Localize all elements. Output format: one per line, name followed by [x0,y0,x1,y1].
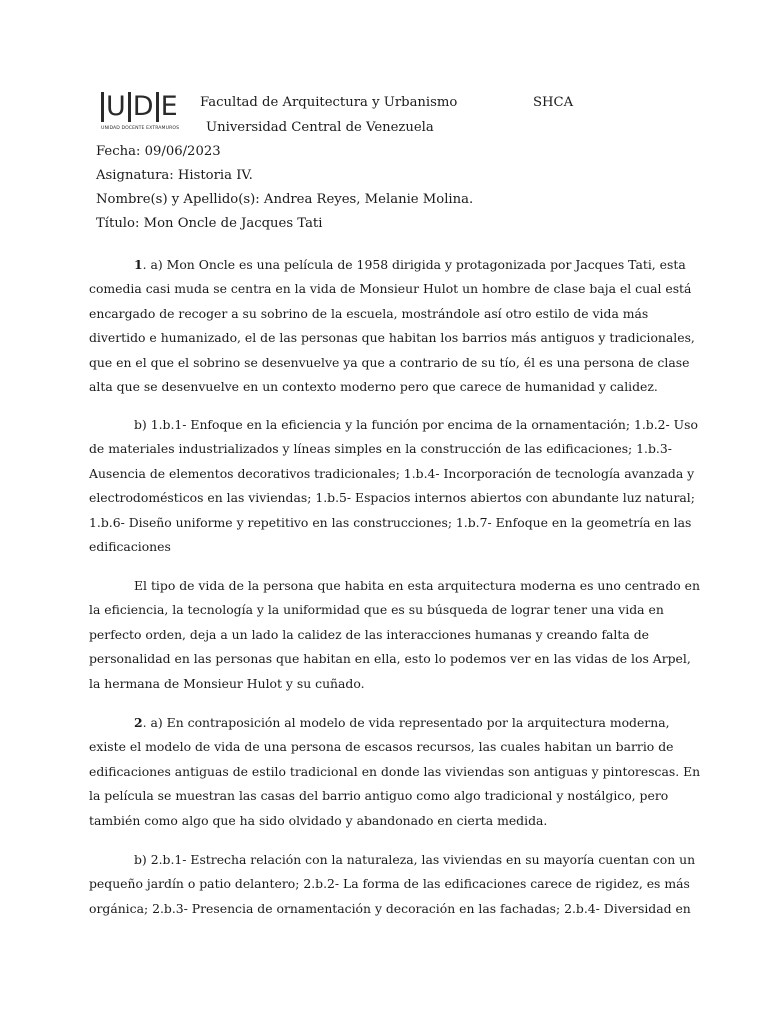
paragraph-line [89,253,686,277]
logo-letter-e: E [160,91,178,122]
paragraph-line: El tipo de vida de la persona que habita en esta arquitectura moderna es uno centrado en [134,578,700,593]
paragraph-line: edificaciones antiguas de estilo tradicional en donde las viviendas son antiguas y pintorescas. En [89,763,701,779]
paragraph-line: personalidad en las personas que habitan en ella, esto lo podemos ver en las vidas de los Arpel, [89,651,691,667]
paragraph-2 [89,413,698,559]
paragraph-line: perfecto orden, deja a un lado la calidez de las interacciones humanas y creando falta de [89,626,649,642]
paragraph-5 [89,848,696,921]
date-line: Fecha: 09/06/2023 [96,144,221,159]
title-line: Título: Mon Oncle de Jacques Tati [96,216,323,231]
paragraph-line: que en el que el sobrino se desenvuelve ya que a contrario de su tío, él es una persona de clase [89,354,690,370]
logo-letter-u: U [106,91,126,122]
line-text: . a) Mon Oncle es una película de 1958 dirigida y protagonizada por Jacques Tati, esta [142,257,686,272]
paragraph-4 [89,711,701,833]
item-number: 2 [134,715,143,730]
paragraph-line: la película se muestran las casas del barrio antiguo como algo tradicional y nostálgico, pero [89,788,669,804]
authors-line: Nombre(s) y Apellido(s): Andrea Reyes, Melanie Molina. [96,192,474,207]
paragraph-line: existe el modelo de vida de una persona de escasos recursos, las cuales habitan un barrio de [89,739,674,755]
university-name: Universidad Central de Venezuela [206,120,434,135]
paragraph-3 [89,574,700,696]
paragraph-line: la eficiencia, la tecnología y la uniformidad que es su búsqueda de lograr tener una vida en [89,602,664,618]
paragraph-line: pequeño jardín o patio delantero; 2.b.2- La forma de las edificaciones carece de rigidez, es más [89,876,690,892]
paragraph-line: electrodomésticos en las viviendas; 1.b.5- Espacios internos abiertos con abundante luz natural; [89,490,695,506]
faculty-name: Facultad de Arquitectura y Urbanismo [200,95,458,110]
paragraph-line: alta que se desenvuelve en un contexto moderno pero que carece de humanidad y calidez. [89,378,658,394]
logo-subtitle: UNIDAD DOCENTE EXTRAMUROS [101,126,180,131]
logo-letter-d: D [132,91,154,122]
paragraph-line: b) 2.b.1- Estrecha relación con la naturaleza, las viviendas en su mayoría cuentan con un [134,852,696,867]
paragraph-1 [89,253,695,399]
paragraph-line: encargado de recoger a su sobrino de la escuela, mostrándole así otro estilo de vida más [89,305,649,321]
ude-logo [101,91,197,135]
paragraph-line: de materiales industrializados y líneas simples en la construcción de las edificaciones; 1.b.3- [89,441,672,457]
paragraph-line: 1.b.6- Diseño uniforme y repetitivo en las construcciones; 1.b.7- Enfoque en la geometría en las [89,514,692,530]
paragraph-line [89,711,679,735]
paragraph-line: b) 1.b.1- Enfoque en la eficiencia y la función por encima de la ornamentación; 1.b.2- Uso [134,417,698,432]
paragraph-line: divertido e humanizado, el de las personas que habitan los barrios más antiguos y tradicionales, [89,330,695,346]
paragraph-line: edificaciones [89,538,171,554]
paragraph-line: orgánica; 2.b.3- Presencia de ornamentación y decoración en las fachadas; 2.b.4- Diversidad en [89,900,691,916]
subject-line: Asignatura: Historia IV. [96,168,253,183]
paragraph-line: también como algo que ha sido olvidado y abandonado en cierta medida. [89,812,548,828]
line-text: . a) En contraposición al modelo de vida representado por la arquitectura moderna, [142,715,670,730]
paragraph-line: la hermana de Monsieur Hulot y su cuñado. [89,675,365,691]
logo-letters [101,91,197,123]
course-code: SHCA [533,95,574,110]
item-number: 1 [134,257,143,272]
paragraph-line: comedia casi muda se centra en la vida de Monsieur Hulot un hombre de clase baja el cual está [89,281,692,297]
paragraph-line: Ausencia de elementos decorativos tradicionales; 1.b.4- Incorporación de tecnología avanzada y [89,465,695,481]
